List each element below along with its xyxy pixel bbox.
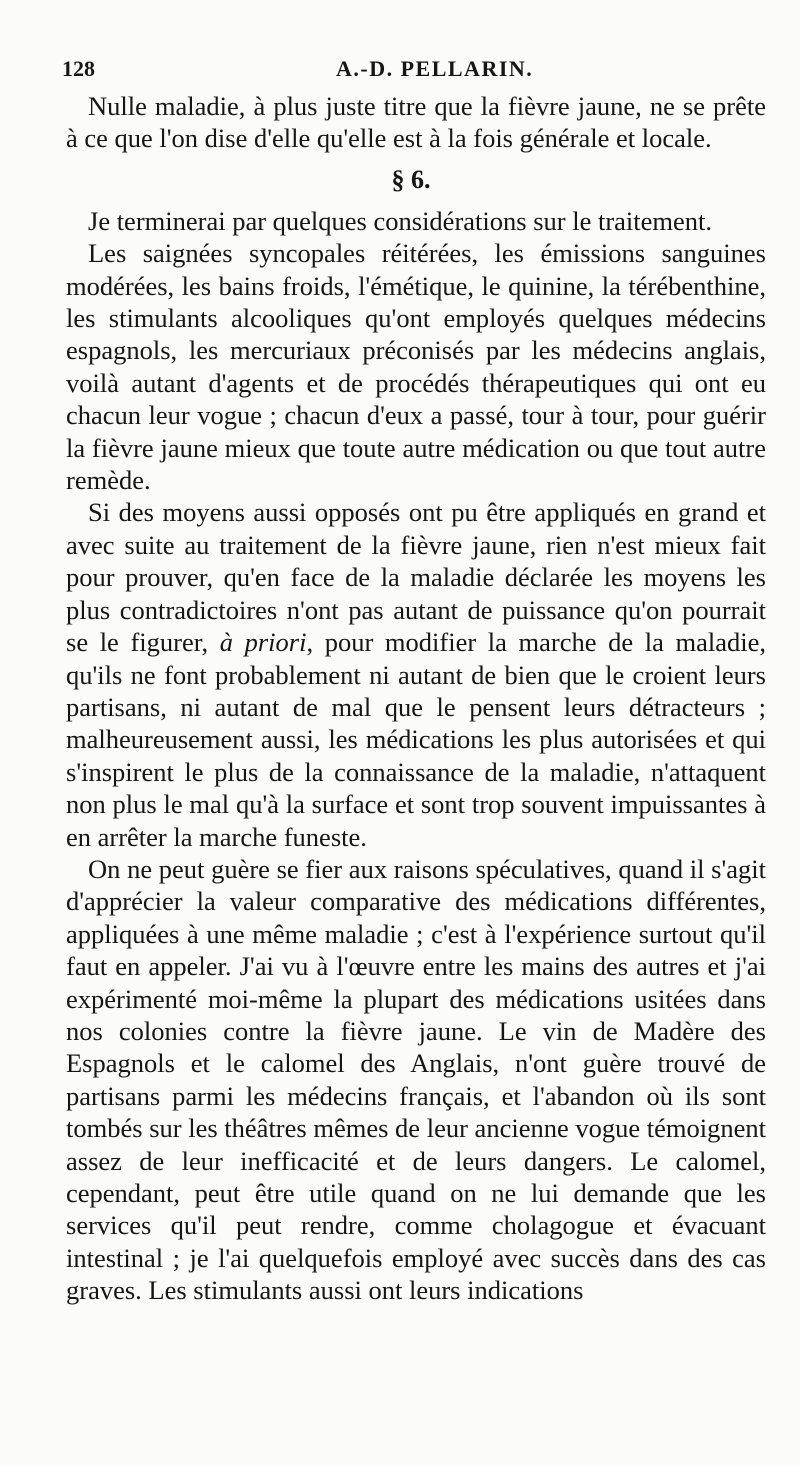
paragraph-4-text-end: , pour modifier la marche de la maladie, qu'ils ne font probablement ni autant de bien que le croient leurs partisans, ni autant de mal que le pensent leurs détracteurs ; malheureusement aussi, les médications les plus autorisées et qui s'inspirent le plus de la connaissance de la maladie, n'attaquent non plus le mal qu'à la surface et sont trop souvent impuissantes à en arrêter la marche funeste. [66,627,766,852]
paragraph-2: Je terminerai par quelques considérations sur le traitement. [88,205,713,236]
paragraph-1: Nulle maladie, à plus juste titre que la fièvre jaune, ne se prête à ce que l'on dise d'elle qu'elle est à la fois générale et locale. [66,91,766,154]
paragraph-3: Les saignées syncopales réitérées, les émissions sanguines modérées, les bains froids, l'émétique, le quinine, la térébenthine, les stimulants alcooliques qu'ont employés quelques médecins espagnols, les mercuriaux préconisés par les médecins anglais, voilà autant d'agents et de procédés thérapeutiques qui ont eu chacun leur vogue ; chacun d'eux a passé, tour à tour, pour guérir la fièvre jaune mieux que toute autre médication ou que tout autre remède. [66,238,766,496]
paragraph-4-italic-phrase: à priori [219,627,307,658]
page-number: 128 [62,56,95,81]
paragraph-4-text-start: Si des moyens aussi opposés ont pu être appliqués en grand et avec suite au traitement de la fièvre jaune, rien n'est mieux fait pour prouver, qu'en face de la maladie déclarée les moyens les plus contradictoires n'ont pas autant de puissance qu'on pourrait se le figurer, [66,497,766,658]
paragraph-4 [66,496,766,852]
paragraph-5: On ne peut guère se fier aux raisons spéculatives, quand il s'agit d'apprécier la valeur comparative des médications différentes, appliquées à une même maladie ; c'est à l'expérience surtout qu'il faut en appeler. J'ai vu à l'œuvre entre les mains des autres et j'ai expérimenté moi-même la plupart des médications usitées dans nos colonies contre la fièvre jaune. Le vin de Madère des Espagnols et le calomel des Anglais, n'ont guère trouvé de partisans parmi les médecins français, et l'abandon où ils sont tombés sur les théâtres mêmes de leur ancienne vogue témoignent assez de leur inefficacité et de leurs dangers. Le calomel, cependant, peut être utile quand on ne lui demande que les services qu'il peut rendre, comme cholagogue et évacuant intestinal ; je l'ai quelquefois employé avec succès dans des cas graves. Les stimulants aussi ont leurs indications [66,853,766,1306]
page-header [62,56,766,90]
book-page [62,56,766,1307]
section-heading: § 6. [391,164,431,194]
running-title: A.-D. PELLARIN. [336,56,534,81]
